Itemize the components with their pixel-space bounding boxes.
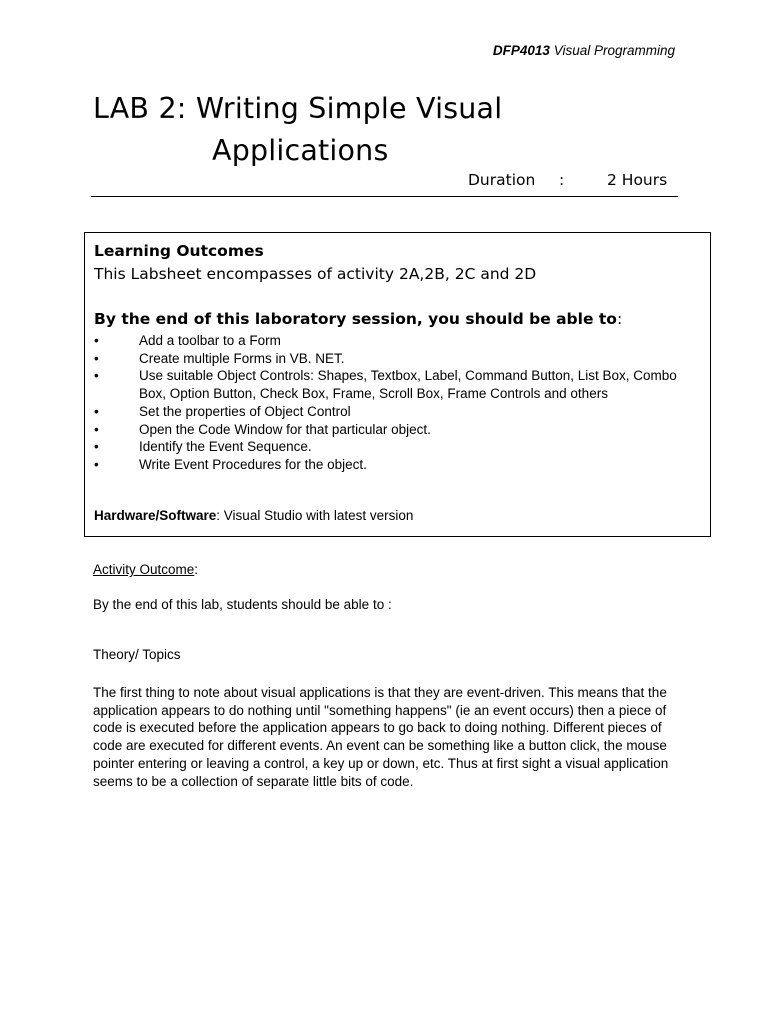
title-divider — [91, 196, 678, 197]
activity-outcome — [93, 561, 683, 579]
learning-outcomes-box — [84, 232, 711, 537]
list-item-text: Create multiple Forms in VB. NET. — [139, 350, 345, 366]
list-item — [94, 438, 694, 456]
list-item-text: Use suitable Object Controls: Shapes, Textbox, Label, Command Button, List Box, Combo Box, Option Button, Check Box, Frame, Scroll Box, Frame Controls and others — [139, 368, 677, 402]
list-item — [94, 332, 694, 350]
bullet-icon: • — [94, 439, 99, 455]
list-item-text: Open the Code Window for that particular object. — [139, 421, 431, 437]
list-item-text: Add a toolbar to a Form — [139, 333, 281, 348]
list-item-text: Set the properties of Object Control — [139, 403, 351, 419]
list-item — [94, 456, 694, 474]
intro-colon: : — [616, 310, 623, 328]
learning-outcomes-heading: Learning Outcomes — [94, 242, 264, 260]
activity-by-end: By the end of this lab, students should be able to : — [93, 597, 392, 612]
bullet-icon: • — [94, 350, 99, 366]
list-item — [94, 350, 694, 368]
course-header — [493, 43, 675, 58]
bullet-icon: • — [94, 456, 99, 472]
bullet-icon: • — [94, 403, 99, 419]
theory-paragraph: The first thing to note about visual applications is that they are event-driven. This means that the application appears to do nothing until "something happens" (ie an event occurs) then a piece of code is executed before the application appears to go back to doing nothing. Different pieces of code are executed for different events. An event can be something like a button click, the mouse pointer entering or leaving a control, a key up or down, etc. Thus at first sight a visual application seems to be a collection of separate little bits of code. — [93, 685, 669, 789]
bullet-icon: • — [94, 368, 99, 384]
activity-outcome-colon: : — [194, 562, 199, 577]
list-item — [94, 367, 694, 402]
activity-outcome-label: Activity Outcome — [93, 562, 195, 577]
learning-outcomes-list — [94, 332, 694, 474]
list-item — [94, 421, 694, 439]
bullet-icon: • — [94, 333, 99, 348]
intro-bold-text: By the end of this laboratory session, you should be able to — [94, 310, 617, 328]
list-item-text: Identify the Event Sequence. — [139, 439, 312, 455]
duration-label: Duration — [468, 171, 536, 189]
course-name: Visual Programming — [549, 43, 675, 58]
hardware-software-value: : Visual Studio with latest version — [216, 508, 414, 523]
hardware-software-line — [94, 508, 413, 523]
learning-outcomes-subtitle: This Labsheet encompasses of activity 2A,2B, 2C and 2D — [94, 265, 537, 283]
duration-value: 2 Hours — [607, 171, 668, 189]
theory-heading: Theory/ Topics — [93, 647, 181, 662]
lab-title-line1: LAB 2: Writing Simple Visual — [93, 92, 503, 125]
duration-colon: : — [559, 171, 565, 189]
learning-outcomes-intro — [94, 310, 622, 328]
bullet-icon: • — [94, 421, 99, 437]
lab-title-line2: Applications — [212, 134, 389, 167]
hardware-software-label: Hardware/Software — [94, 508, 217, 523]
list-item-text: Write Event Procedures for the object. — [139, 456, 367, 472]
course-code: DFP4013 — [492, 43, 550, 58]
lab-title — [93, 88, 613, 172]
list-item — [94, 403, 694, 421]
